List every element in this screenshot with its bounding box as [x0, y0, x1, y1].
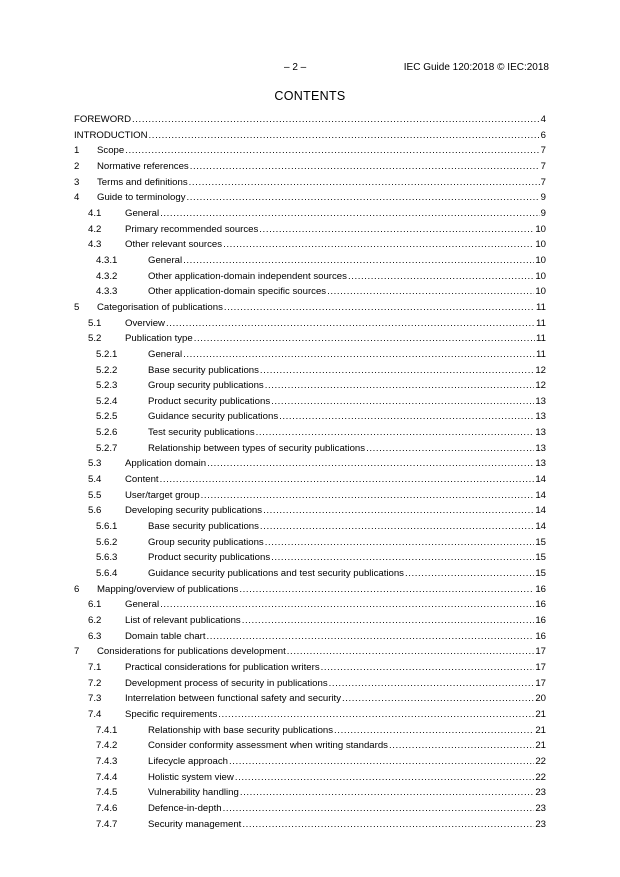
toc-entry-label: Other application-domain specific sources [148, 286, 327, 298]
dot-leader [207, 629, 535, 645]
toc-entry-label: Lifecycle approach [148, 755, 228, 767]
dot-leader [242, 817, 534, 833]
toc-entry[interactable] [74, 222, 546, 238]
toc-entry-page: 20 [535, 693, 546, 705]
toc-entry-page: 10 [535, 286, 546, 298]
toc-entry-number: 4 [74, 192, 80, 204]
toc-entry-label: Categorisation of publications [97, 301, 223, 313]
toc-entry-label: Specific requirements [125, 708, 218, 720]
toc-entry-label: Domain table chart [125, 630, 206, 642]
toc-entry-label: Guidance security publications [148, 411, 279, 423]
toc-entry-page: 15 [535, 552, 546, 564]
toc-entry[interactable] [74, 269, 546, 285]
toc-entry-label: Consider conformity assessment when writing standards [148, 740, 388, 752]
toc-entry-page: 14 [535, 474, 546, 486]
toc-entry-page: 10 [535, 239, 546, 251]
toc-entry-label: Defence-in-depth [148, 802, 222, 814]
toc-entry[interactable] [74, 175, 546, 191]
dot-leader [235, 770, 535, 786]
toc-entry-page: 10 [535, 254, 546, 266]
toc-entry-number: 6.2 [88, 615, 102, 626]
toc-entry-page: 7 [540, 145, 546, 157]
toc-entry[interactable] [74, 503, 546, 519]
toc-entry-label: Considerations for publications development [97, 646, 286, 658]
toc-entry-number: 5.6.4 [96, 568, 118, 580]
toc-entry-number: 4.3.3 [96, 286, 118, 298]
dot-leader [239, 582, 534, 598]
toc-entry[interactable] [74, 409, 546, 425]
page-header [0, 62, 620, 76]
toc-entry-number: 5.1 [88, 317, 102, 329]
toc-entry-page: 11 [536, 348, 546, 360]
toc-entry-page: 11 [536, 317, 546, 329]
toc-entry-label: Group security publications [148, 380, 264, 392]
toc-entry[interactable] [74, 566, 546, 582]
dot-leader [260, 519, 534, 535]
toc-entry-number: 1 [74, 145, 80, 157]
toc-entry-number: 5.2.5 [96, 411, 118, 423]
toc-entry-label: Test security publications [148, 427, 255, 439]
toc-entry[interactable] [74, 347, 546, 363]
dot-leader [271, 394, 534, 410]
toc-entry-page: 13 [535, 458, 546, 470]
toc-entry-number: 5.2.4 [96, 395, 118, 407]
toc-entry-number: 5.2.2 [96, 364, 118, 376]
toc-entry-page: 16 [535, 630, 546, 642]
toc-entry-number: 7.4.7 [96, 818, 118, 830]
toc-entry[interactable] [74, 316, 546, 332]
toc-entry[interactable] [74, 738, 546, 754]
dot-leader [271, 550, 534, 566]
toc-entry-number: 5 [74, 301, 80, 313]
toc-entry-page: 10 [535, 223, 546, 235]
toc-entry-number: 3 [74, 176, 80, 188]
toc-entry-number: 5.2.1 [96, 348, 118, 360]
toc-entry[interactable] [74, 691, 546, 707]
dot-leader [132, 112, 540, 128]
toc-entry-label: Scope [97, 145, 125, 157]
toc-entry-number: 5.6.3 [96, 552, 118, 564]
toc-entry[interactable] [74, 112, 546, 128]
toc-entry-page: 11 [536, 333, 546, 345]
toc-entry[interactable] [74, 488, 546, 504]
toc-entry-label: Primary recommended sources [125, 223, 259, 235]
toc-entry[interactable] [74, 519, 546, 535]
toc-entry-number: 7.4 [88, 708, 102, 720]
toc-entry-page: 16 [535, 583, 546, 595]
toc-entry-page: 17 [535, 661, 546, 673]
dot-leader [259, 222, 534, 238]
dot-leader [183, 347, 535, 363]
toc-entry[interactable] [74, 629, 546, 645]
dot-leader [327, 284, 534, 300]
toc-entry-page: 21 [535, 724, 546, 736]
toc-entry-label: Normative references [97, 160, 189, 172]
toc-entry-page: 4 [540, 114, 546, 125]
toc-entry-label: Content [125, 474, 159, 486]
toc-entry-page: 7 [540, 176, 546, 188]
toc-entry[interactable] [74, 707, 546, 723]
toc-entry-number: 5.2 [88, 333, 102, 345]
toc-entry-number: 5.6.1 [96, 521, 118, 533]
toc-entry-number: 5.2.7 [96, 442, 118, 454]
toc-entry-label: Relationship with base security publications [148, 724, 334, 736]
toc-entry[interactable] [74, 331, 546, 347]
toc-entry[interactable] [74, 378, 546, 394]
toc-entry-label: General [148, 348, 183, 360]
dot-leader [149, 128, 540, 144]
toc-entry-label: Terms and definitions [97, 176, 188, 188]
toc-entry-page: 15 [535, 536, 546, 548]
dot-leader [223, 801, 535, 817]
dot-leader [256, 425, 535, 441]
toc-entry-label: User/target group [125, 489, 200, 501]
toc-entry-number: 7.4.1 [96, 724, 118, 736]
toc-entry-number: 5.2.3 [96, 380, 118, 392]
toc-entry-number: 5.6.2 [96, 536, 118, 548]
toc-entry-label: Product security publications [148, 395, 271, 407]
toc-entry-number: 6.3 [88, 630, 102, 642]
toc-entry-page: 13 [535, 427, 546, 439]
toc-entry-number: 7.4.4 [96, 771, 118, 783]
toc-entry-label: Base security publications [148, 364, 259, 376]
toc-entry[interactable] [74, 128, 546, 144]
toc-entry[interactable] [74, 613, 546, 629]
dot-leader [223, 237, 534, 253]
dot-leader [279, 409, 534, 425]
toc-entry[interactable] [74, 723, 546, 739]
dot-leader [229, 754, 534, 770]
toc-entry-page: 22 [535, 771, 546, 783]
dot-leader [260, 363, 534, 379]
dot-leader [201, 488, 535, 504]
toc-entry-number: 6.1 [88, 599, 102, 611]
toc-entry[interactable] [74, 770, 546, 786]
dot-leader [125, 143, 539, 159]
toc-entry-page: 14 [535, 489, 546, 501]
toc-entry-number: 7.4.5 [96, 787, 118, 799]
dot-leader [190, 159, 540, 175]
toc-entry-number: 7.4.2 [96, 740, 118, 752]
toc-entry-label: Development process of security in publications [125, 677, 328, 689]
toc-entry-label: Guide to terminology [97, 192, 186, 204]
toc-entry-page: 15 [535, 568, 546, 580]
toc-entry[interactable] [74, 550, 546, 566]
toc-entry-number: 5.5 [88, 489, 102, 501]
toc-entry[interactable] [74, 394, 546, 410]
dot-leader [187, 190, 540, 206]
toc-entry-label: Base security publications [148, 521, 259, 533]
dot-leader [240, 785, 534, 801]
toc-entry[interactable] [74, 597, 546, 613]
toc-entry-label: Interrelation between functional safety and security [125, 693, 341, 705]
toc-entry-page: 12 [535, 380, 546, 392]
toc-entry-label: General [125, 599, 160, 611]
toc-entry-label: Mapping/overview of publications [97, 583, 239, 595]
toc-entry-label: Vulnerability handling [148, 787, 239, 799]
toc-entry[interactable] [74, 801, 546, 817]
toc-entry-label: Developing security publications [125, 505, 263, 517]
dot-leader [348, 269, 534, 285]
table-of-contents [74, 112, 546, 832]
toc-entry-label: Group security publications [148, 536, 264, 548]
dot-leader [183, 253, 534, 269]
toc-entry[interactable] [74, 237, 546, 253]
toc-entry-number: 7 [74, 646, 80, 658]
toc-entry-number: 4.3 [88, 239, 102, 251]
document-reference: IEC Guide 120:2018 © IEC:2018 [403, 62, 549, 73]
toc-entry[interactable] [74, 456, 546, 472]
toc-entry-page: 16 [535, 599, 546, 611]
toc-entry-number: 7.4.6 [96, 802, 118, 814]
toc-entry-page: 7 [540, 160, 546, 172]
dot-leader [265, 378, 535, 394]
toc-entry[interactable] [74, 582, 546, 598]
toc-entry[interactable] [74, 284, 546, 300]
toc-entry-label: Security management [148, 818, 242, 830]
toc-entry-page: 13 [535, 395, 546, 407]
toc-entry[interactable] [74, 754, 546, 770]
toc-entry-number: 7.4.3 [96, 755, 118, 767]
toc-entry-label: Holistic system view [148, 771, 234, 783]
dot-leader [287, 644, 535, 660]
toc-entry-label: General [148, 254, 183, 266]
dot-leader [329, 676, 535, 692]
dot-leader [160, 206, 540, 222]
dot-leader [334, 723, 534, 739]
toc-entry[interactable] [74, 143, 546, 159]
dot-leader [321, 660, 535, 676]
toc-entry[interactable] [74, 190, 546, 206]
toc-entry-page: 23 [535, 818, 546, 830]
toc-entry-number: 4.3.2 [96, 270, 118, 282]
dot-leader [160, 597, 534, 613]
contents-title: CONTENTS [274, 89, 346, 103]
toc-entry[interactable] [74, 535, 546, 551]
toc-entry-label: Practical considerations for publication writers [125, 661, 320, 673]
toc-entry[interactable] [74, 300, 546, 316]
toc-entry-number: 7.1 [88, 661, 102, 673]
dot-leader [189, 175, 540, 191]
toc-entry[interactable] [74, 472, 546, 488]
toc-entry-label: Other relevant sources [125, 239, 223, 251]
toc-entry-page: 10 [535, 270, 546, 282]
toc-entry[interactable] [74, 817, 546, 833]
toc-entry-label: Product security publications [148, 552, 271, 564]
toc-entry-label: Other application-domain independent sources [148, 270, 347, 282]
dot-leader [389, 738, 534, 754]
dot-leader [224, 300, 535, 316]
toc-entry-number: 5.2.6 [96, 427, 118, 439]
toc-entry-label: General [125, 207, 160, 219]
toc-entry-number: 4.3.1 [96, 254, 118, 266]
toc-entry-label: Guidance security publications and test security publications [148, 568, 404, 580]
toc-entry-page: 6 [540, 129, 546, 141]
toc-entry[interactable] [74, 676, 546, 692]
toc-entry-page: 21 [535, 740, 546, 752]
dot-leader [207, 456, 534, 472]
toc-entry-page: 12 [535, 364, 546, 376]
toc-entry-number: 4.2 [88, 223, 102, 235]
dot-leader [194, 331, 535, 347]
toc-entry-label: Relationship between types of security publications [148, 442, 366, 454]
toc-entry-number: 5.6 [88, 505, 102, 517]
toc-entry[interactable] [74, 159, 546, 175]
toc-entry-label: FOREWORD [74, 114, 132, 125]
toc-entry-label: INTRODUCTION [74, 129, 148, 141]
toc-entry[interactable] [74, 441, 546, 457]
toc-entry[interactable] [74, 660, 546, 676]
toc-entry-label: Publication type [125, 333, 193, 345]
toc-entry-page: 17 [535, 646, 546, 658]
toc-entry-page: 17 [535, 677, 546, 689]
toc-entry-label: Application domain [125, 458, 207, 470]
toc-entry-page: 13 [535, 411, 546, 423]
toc-entry-label: Overview [125, 317, 165, 329]
toc-entry-page: 13 [535, 442, 546, 454]
toc-entry[interactable] [74, 253, 546, 269]
dot-leader [166, 316, 535, 332]
toc-entry-page: 23 [535, 787, 546, 799]
dot-leader [160, 472, 535, 488]
dot-leader [263, 503, 534, 519]
toc-entry-number: 6 [74, 583, 80, 595]
toc-entry-page: 14 [535, 505, 546, 517]
toc-entry-page: 22 [535, 755, 546, 767]
toc-entry[interactable] [74, 644, 546, 660]
toc-entry-number: 4.1 [88, 207, 102, 219]
dot-leader [242, 613, 535, 629]
toc-entry-label: List of relevant publications [125, 615, 241, 626]
toc-entry-number: 2 [74, 160, 80, 172]
dot-leader [218, 707, 534, 723]
toc-entry-number: 7.2 [88, 677, 102, 689]
toc-entry[interactable] [74, 425, 546, 441]
dot-leader [265, 535, 535, 551]
toc-entry-number: 5.3 [88, 458, 102, 470]
dot-leader [342, 691, 534, 707]
toc-entry-number: 7.3 [88, 693, 102, 705]
dot-leader [405, 566, 534, 582]
toc-entry-page: 23 [535, 802, 546, 814]
toc-entry[interactable] [74, 206, 546, 222]
toc-entry-page: 16 [535, 615, 546, 626]
toc-entry-page: 9 [540, 207, 546, 219]
toc-entry-page: 11 [536, 301, 546, 313]
dot-leader [366, 441, 534, 457]
toc-entry-number: 5.4 [88, 474, 102, 486]
toc-entry-page: 14 [535, 521, 546, 533]
toc-entry[interactable] [74, 363, 546, 379]
page-number: – 2 – [284, 62, 307, 73]
toc-entry-page: 9 [540, 192, 546, 204]
toc-entry[interactable] [74, 785, 546, 801]
toc-entry-page: 21 [535, 708, 546, 720]
